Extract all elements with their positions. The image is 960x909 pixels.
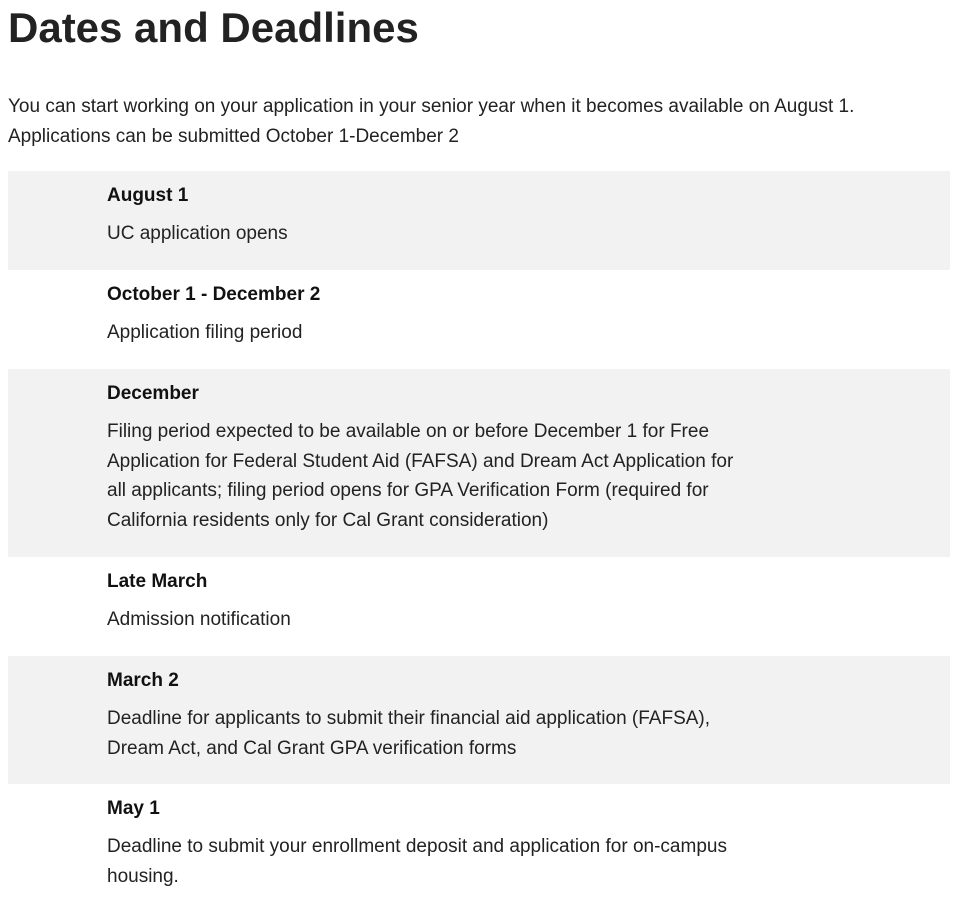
deadlines-list	[8, 171, 950, 909]
deadline-row-october-december	[8, 270, 950, 369]
deadline-date: March 2	[107, 670, 179, 691]
page-title: Dates and Deadlines	[8, 4, 419, 51]
deadline-date: Late March	[107, 571, 208, 592]
deadline-row-december	[8, 369, 950, 557]
deadline-row-late-march	[8, 557, 950, 656]
deadline-row-march-2	[8, 656, 950, 784]
intro-paragraph: You can start working on your application in your senior year when it becomes available on August 1. Applications can be submitted October 1-December 2	[8, 96, 855, 147]
deadline-description: Deadline to submit your enrollment deposit and application for on-campus housing.	[107, 836, 727, 887]
deadline-description: Filing period expected to be available on or before December 1 for Free Application for Federal Student Aid (FAFSA) and Dream Act Application for all applicants; filing period opens for GPA Verification Form (required for California residents only for Cal Grant consideration)	[107, 421, 734, 531]
deadline-date: August 1	[107, 185, 189, 206]
deadline-date: October 1 - December 2	[107, 284, 321, 305]
deadline-description: Application filing period	[107, 322, 303, 343]
deadline-description: UC application opens	[107, 223, 288, 244]
deadline-description: Admission notification	[107, 609, 291, 630]
deadline-date: December	[107, 383, 199, 404]
deadline-row-august-1	[8, 171, 950, 270]
deadline-row-may-1	[8, 784, 950, 909]
deadline-description: Deadline for applicants to submit their financial aid application (FAFSA), Dream Act, and Cal Grant GPA verification forms	[107, 708, 711, 759]
deadline-date: May 1	[107, 798, 160, 819]
